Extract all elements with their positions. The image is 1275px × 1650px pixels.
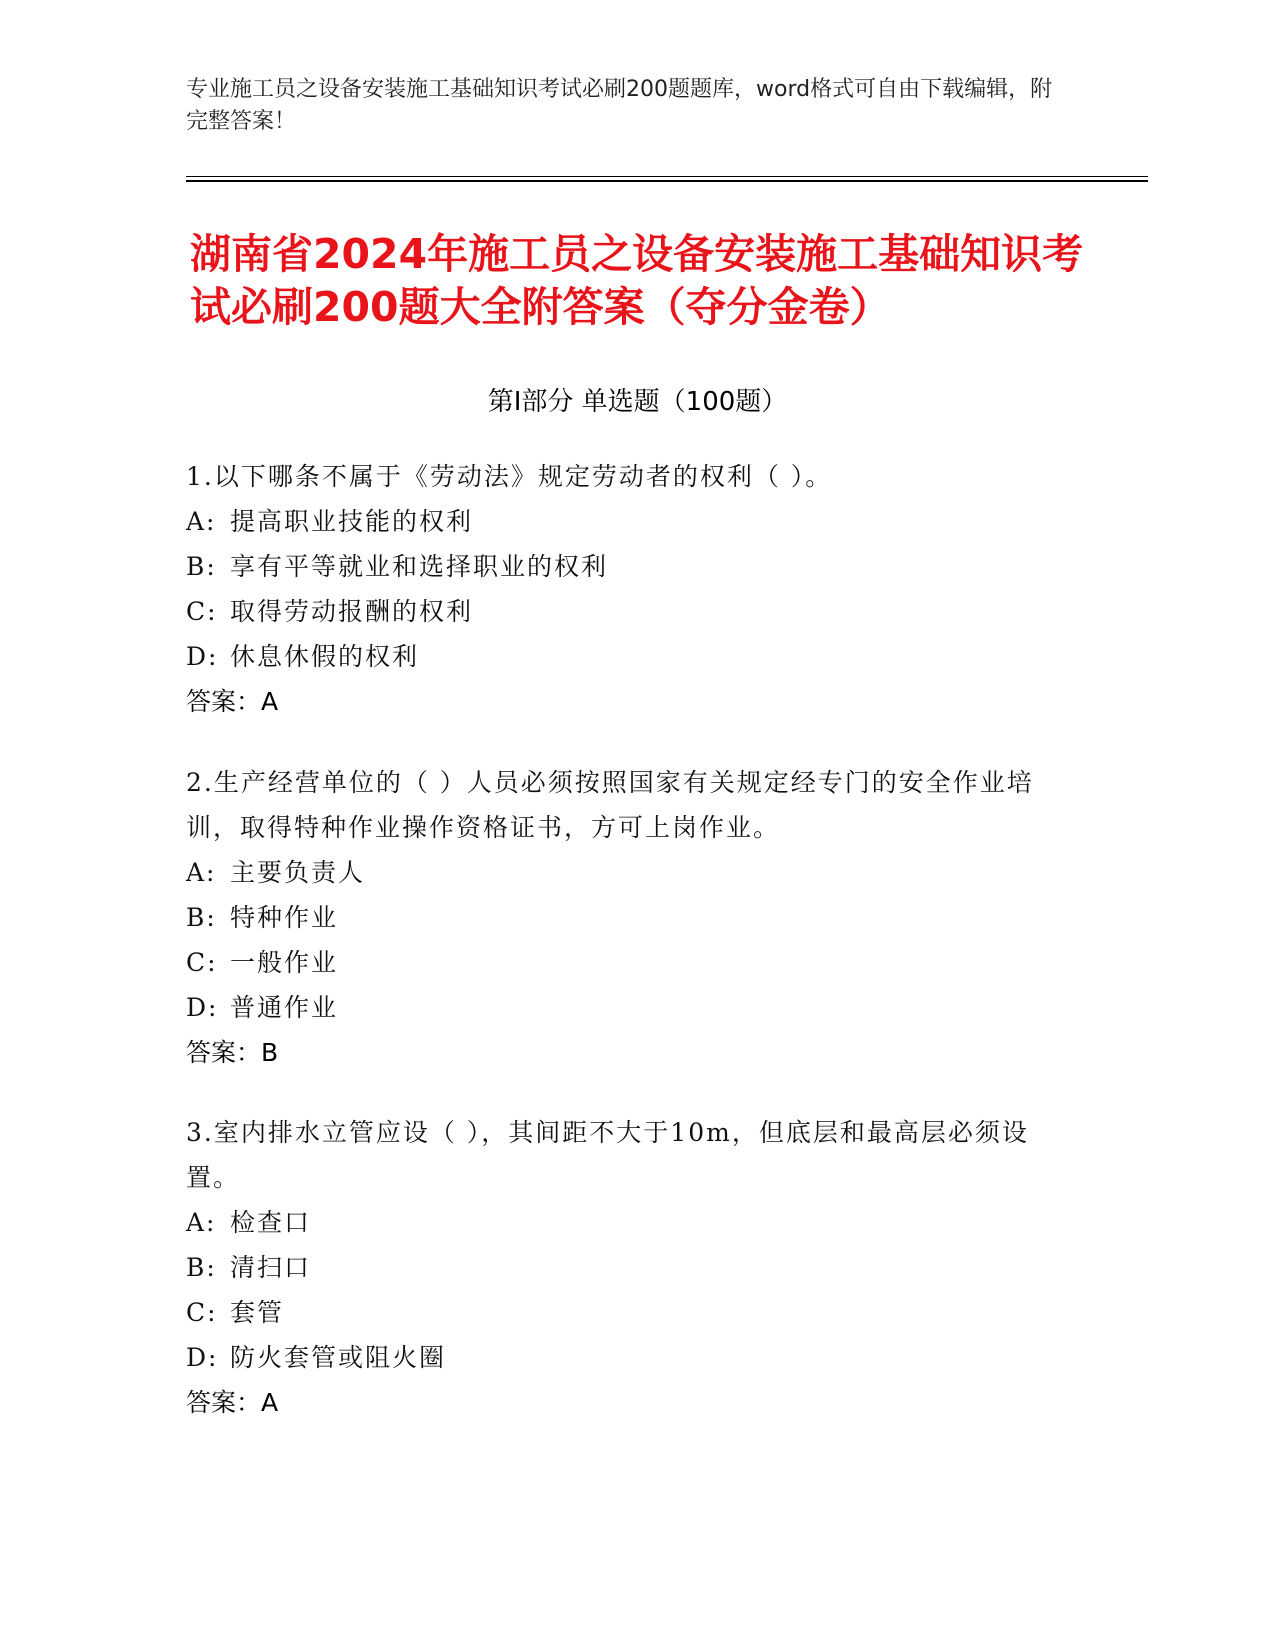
answer-label: 答案：B (186, 1038, 279, 1067)
option-letter: C: (186, 597, 218, 626)
option-text: 取得劳动报酬的权利 (230, 597, 474, 626)
option-a (186, 499, 1066, 544)
option-letter: C: (186, 948, 218, 977)
option-letter: A: (186, 858, 217, 887)
question-stem: 2.生产经营单位的（ ）人员必须按照国家有关规定经专门的安全作业培训，取得特种作业操作资格证书，方可上岗作业。 (186, 768, 1034, 842)
option-d (186, 634, 1066, 679)
option-letter: D: (186, 993, 219, 1022)
answer-label: 答案：A (186, 1388, 279, 1417)
option-d (186, 985, 1066, 1030)
option-letter: A: (186, 507, 217, 536)
header-divider-thin (186, 176, 1148, 177)
option-a (186, 1200, 1066, 1245)
option-text: 检查口 (230, 1208, 312, 1237)
option-c (186, 1290, 1066, 1335)
option-letter: B: (186, 1253, 217, 1282)
option-text: 主要负责人 (230, 858, 366, 887)
option-text: 普通作业 (230, 993, 339, 1022)
option-text: 特种作业 (230, 903, 339, 932)
option-text: 休息休假的权利 (230, 642, 420, 671)
option-b (186, 544, 1066, 589)
option-a (186, 850, 1066, 895)
option-c (186, 589, 1066, 634)
question-1 (186, 454, 1066, 724)
question-stem: 1.以下哪条不属于《劳动法》规定劳动者的权利（ ）。 (186, 462, 833, 491)
option-letter: D: (186, 1343, 219, 1372)
document-title: 湖南省2024年施工员之设备安装施工基础知识考试必刷200题大全附答案（夺分金卷） (190, 230, 1084, 331)
question-2 (186, 760, 1066, 1075)
option-letter: B: (186, 903, 217, 932)
option-letter: C: (186, 1298, 218, 1327)
section-heading: 第I部分 单选题（100题） (487, 387, 788, 417)
option-b (186, 1245, 1066, 1290)
option-d (186, 1335, 1066, 1380)
answer-label: 答案：A (186, 687, 279, 716)
option-b (186, 895, 1066, 940)
question-stem: 3.室内排水立管应设（ ），其间距不大于10m，但底层和最高层必须设置。 (186, 1118, 1029, 1192)
option-text: 提高职业技能的权利 (230, 507, 474, 536)
header-note: 专业施工员之设备安装施工基础知识考试必刷200题题库，word格式可自由下载编辑，附完整答案！ (186, 77, 1053, 134)
option-text: 清扫口 (230, 1253, 312, 1282)
option-text: 享有平等就业和选择职业的权利 (230, 552, 609, 581)
option-text: 套管 (230, 1298, 285, 1327)
option-text: 防火套管或阻火圈 (230, 1343, 447, 1372)
option-text: 一般作业 (230, 948, 339, 977)
question-3 (186, 1110, 1066, 1425)
option-letter: B: (186, 552, 217, 581)
option-c (186, 940, 1066, 985)
option-letter: D: (186, 642, 219, 671)
option-letter: A: (186, 1208, 217, 1237)
header-divider-thick (186, 180, 1148, 182)
